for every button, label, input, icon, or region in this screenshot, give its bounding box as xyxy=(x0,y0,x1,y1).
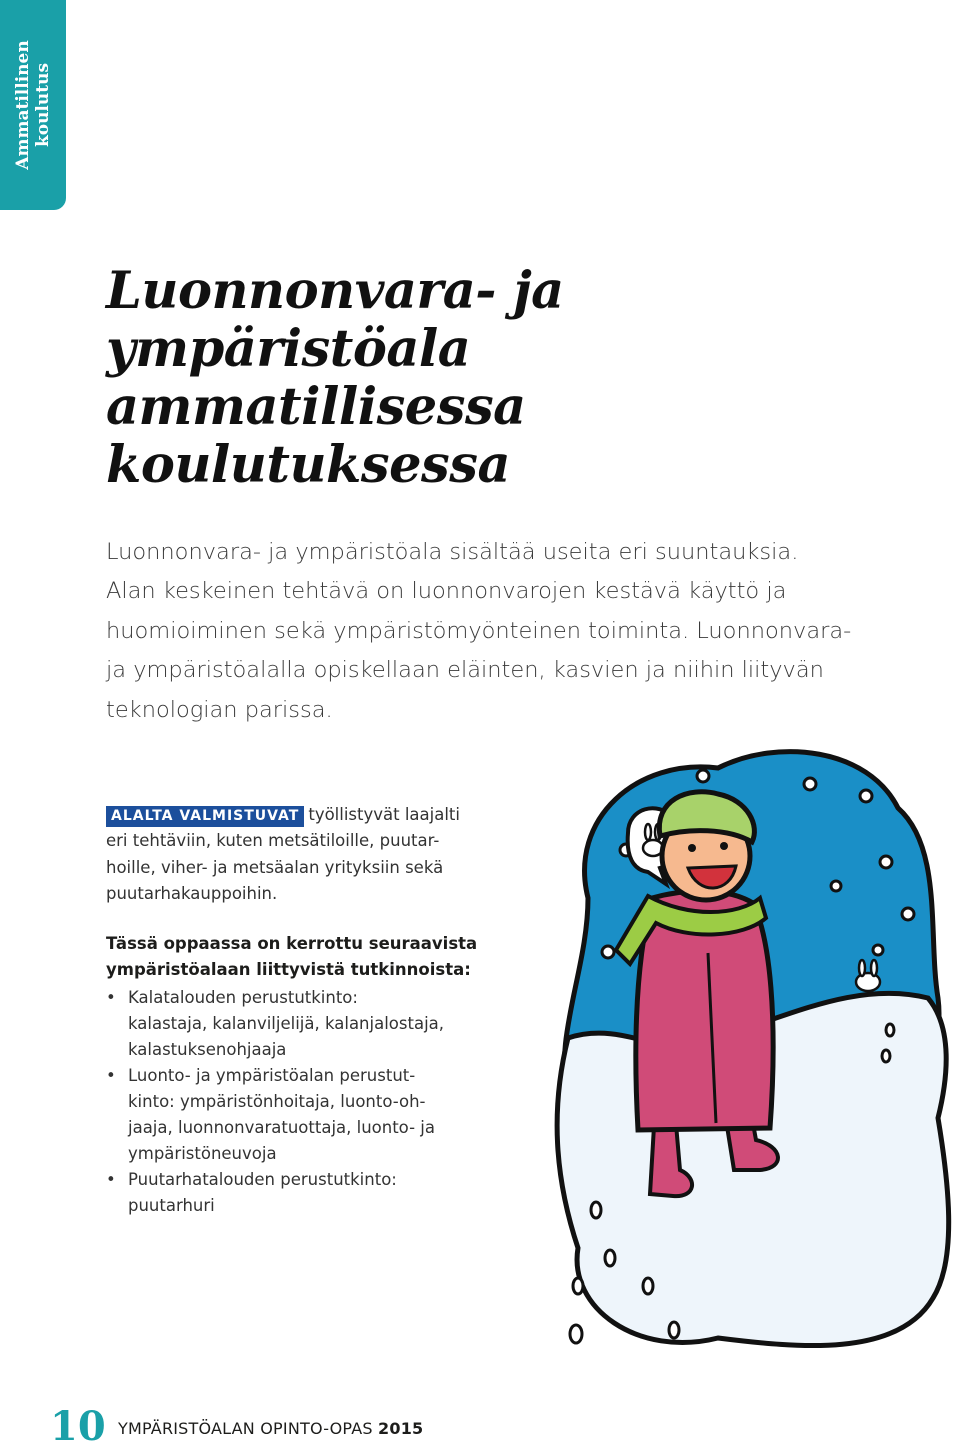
employment-line: puutarhakauppoihin. xyxy=(106,883,278,903)
employment-text: työllistyvät laajalti xyxy=(308,805,460,824)
title-line: koulutuksessa xyxy=(106,435,510,495)
bullet-icon: • xyxy=(106,988,116,1007)
bullet-icon: • xyxy=(106,1066,116,1085)
intro-line: Alan keskeinen tehtävä on luonnonvarojen kestävä käyttö ja xyxy=(106,578,787,605)
list-item-line: kalastaja, kalanviljelijä, kalanjalostaja, xyxy=(128,1014,445,1033)
employment-line: eri tehtäviin, kuten metsätiloille, puutar- xyxy=(106,831,440,851)
employment-paragraph xyxy=(106,802,486,907)
guide-title-text: YMPÄRISTÖALAN OPINTO-OPAS xyxy=(118,1419,373,1438)
intro-line: huomioiminen sekä ympäristömyönteinen toiminta. Luonnonvara- xyxy=(106,617,852,644)
list-item xyxy=(106,1167,486,1219)
list-item-line: Kalatalouden perustutkinto: xyxy=(128,988,358,1007)
section-tab-label xyxy=(13,40,53,169)
list-item xyxy=(106,1063,486,1167)
title-line: ympäristöala xyxy=(106,319,471,379)
guide-title xyxy=(118,1418,423,1440)
page-number: 10 xyxy=(50,1403,106,1450)
page-title xyxy=(106,262,564,494)
highlight-label: ALALTA VALMISTUVAT xyxy=(106,806,304,827)
heading-line: ympäristöalaan liittyvistä tutkinnoista: xyxy=(106,960,471,980)
heading-line: Tässä oppaassa on kerrottu seuraavista xyxy=(106,934,478,953)
intro-line: teknologian parissa. xyxy=(106,696,333,723)
degree-list xyxy=(106,985,486,1219)
title-line: Luonnonvara- ja xyxy=(106,261,564,321)
bullet-icon: • xyxy=(106,1170,116,1189)
list-item xyxy=(106,985,486,1063)
list-item-line: puutarhuri xyxy=(128,1196,215,1215)
list-item-line: Luonto- ja ympäristöalan perustut- xyxy=(128,1066,416,1085)
child-in-snow-illustration xyxy=(548,738,960,1378)
section-tab-line: Ammatillinen xyxy=(13,40,33,170)
intro-line: Luonnonvara- ja ympäristöala sisältää useita eri suuntauksia. xyxy=(106,539,799,565)
title-line: ammatillisessa xyxy=(106,377,526,437)
degree-list-heading xyxy=(106,931,486,984)
section-tab xyxy=(0,0,66,210)
list-item-line: Puutarhatalouden perustutkinto: xyxy=(128,1170,397,1189)
list-item-line: kalastuksenohjaaja xyxy=(128,1040,287,1059)
list-item-line: ympäristöneuvoja xyxy=(128,1144,277,1163)
intro-line: ja ympäristöalalla opiskellaan eläinten, kasvien ja niihin liityvän xyxy=(106,657,824,684)
section-tab-line: koulutus xyxy=(33,62,53,148)
employment-line xyxy=(106,802,486,828)
list-item-line: jaaja, luonnonvaratuottaja, luonto- ja xyxy=(128,1118,435,1137)
list-item-line: kinto: ympäristönhoitaja, luonto-oh- xyxy=(128,1092,426,1111)
intro-paragraph xyxy=(106,533,866,730)
employment-line: hoille, viher- ja metsäalan yrityksiin sekä xyxy=(106,857,444,877)
guide-year: 2015 xyxy=(378,1419,424,1438)
